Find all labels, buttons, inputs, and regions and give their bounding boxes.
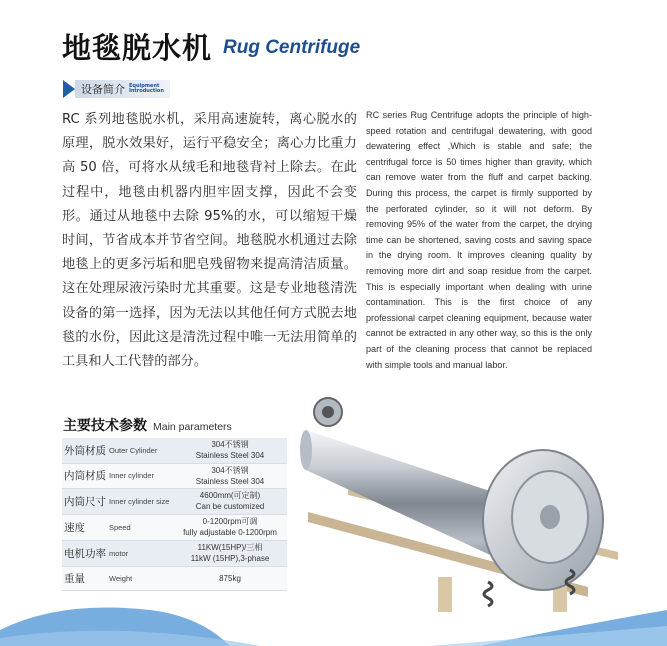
section-label-en-line1: Equipment (129, 83, 160, 89)
table-row (62, 514, 287, 540)
param-value-line2: fully adjustable 0-1200rpm (183, 528, 277, 537)
param-value-line1: 11KW(15HP)/三相 (197, 543, 263, 552)
param-name-cn: 电机功率 (62, 540, 109, 566)
param-value-line1: 304不锈钢 (211, 465, 249, 475)
arrow-icon (63, 80, 75, 98)
param-name-cn: 外筒材质 (62, 438, 109, 463)
table-row (62, 438, 287, 463)
table-row (62, 488, 287, 514)
param-name-en: Inner cylinder size (109, 488, 173, 514)
param-name-en: Speed (109, 514, 173, 540)
param-value-line2: Can be customized (195, 502, 265, 511)
param-value-line2: Stainless Steel 304 (195, 476, 265, 486)
page-title-cn: 地毯脱水机 (62, 31, 213, 65)
param-value (173, 463, 287, 488)
param-name-cn: 内筒材质 (62, 463, 109, 488)
params-title-cn: 主要技术参数 (63, 418, 147, 434)
section-tag-equipment-intro (63, 80, 223, 98)
param-name-en: Weight (109, 566, 173, 590)
param-name-en: motor (109, 540, 173, 566)
param-value-line1: 875kg (219, 573, 241, 583)
params-title-en: Main parameters (153, 421, 232, 433)
param-value-line2: Stainless Steel 304 (195, 451, 265, 461)
param-value-line1: 4600mm(可定制) (199, 491, 261, 500)
section-label-en (129, 84, 164, 94)
param-value (173, 488, 287, 514)
param-value-line2: 11kW (15HP),3-phase (190, 554, 270, 563)
page-title-en: Rug Centrifuge (223, 37, 361, 58)
param-value-line1: 0-1200rpm可调 (202, 517, 258, 526)
param-name-cn: 内筒尺寸 (62, 488, 109, 514)
params-heading (63, 415, 232, 435)
param-value (173, 540, 287, 566)
param-name-en: Inner cylinder (109, 463, 173, 488)
section-label-cn: 设备简介 (81, 83, 125, 96)
section-label-en-line2: Introduction (129, 88, 164, 94)
params-table (62, 438, 287, 591)
rug-centrifuge-image (288, 392, 667, 622)
param-name-en: Outer Cylinder (109, 438, 173, 463)
param-name-cn: 重量 (62, 566, 109, 590)
table-row (62, 463, 287, 488)
param-value-line1: 304不锈钢 (211, 440, 249, 450)
param-value (173, 566, 287, 590)
description-en: RC series Rug Centrifuge adopts the principle of high-speed rotation and centrifugal dewatering, with good dewatering effect ,Which is stable and safe; the centrifugal force is 50 times higher than gravity, which can remove water from the fluff and carpet backing. During this process, the carpet is firmly supported by the perforated cylinder, so it will not deform. By removing 95% of the water from the carpet, the drying time can be shortened, saving costs and saving space in the drying room. It improves cleaning quality by removing more dirt and soap residue from the carpet. This is especially important when dealing with urine contamination. This is the first choice of any professional carpet cleaning equipment, because water cannot be extracted in any other way, so this is the only part of the cleaning process that cannot be replaced with simple tools and manual labor. (366, 110, 592, 370)
description-cn: RC 系列地毯脱水机，采用高速旋转，离心脱水的原理，脱水效果好，运行平稳安全；离心力比重力高 50 倍，可将水从绒毛和地毯背衬上除去。在此过程中，地毯由机器内胆牢固支撑，因此不会变形。通过从地毯中去除 95%的水，可以缩短干燥时间，节省成本并节省空间。地毯脱水机通过去除地毯上的更多污垢和肥皂残留物来提高清洁质量。这在处理尿液污染时尤其重要。这是专业地毯清洗设备的第一选择，因为无法以其他任何方式脱去地毯的水份，因此这是清洗过程中唯一无法用简单的工具和人工代替的部分。 (62, 112, 357, 370)
param-name-cn: 速度 (62, 514, 109, 540)
table-row (62, 540, 287, 566)
param-value (173, 514, 287, 540)
section-tag-bar (75, 80, 170, 98)
param-value (173, 438, 287, 463)
decorative-wave (0, 590, 667, 646)
table-row (62, 566, 287, 590)
